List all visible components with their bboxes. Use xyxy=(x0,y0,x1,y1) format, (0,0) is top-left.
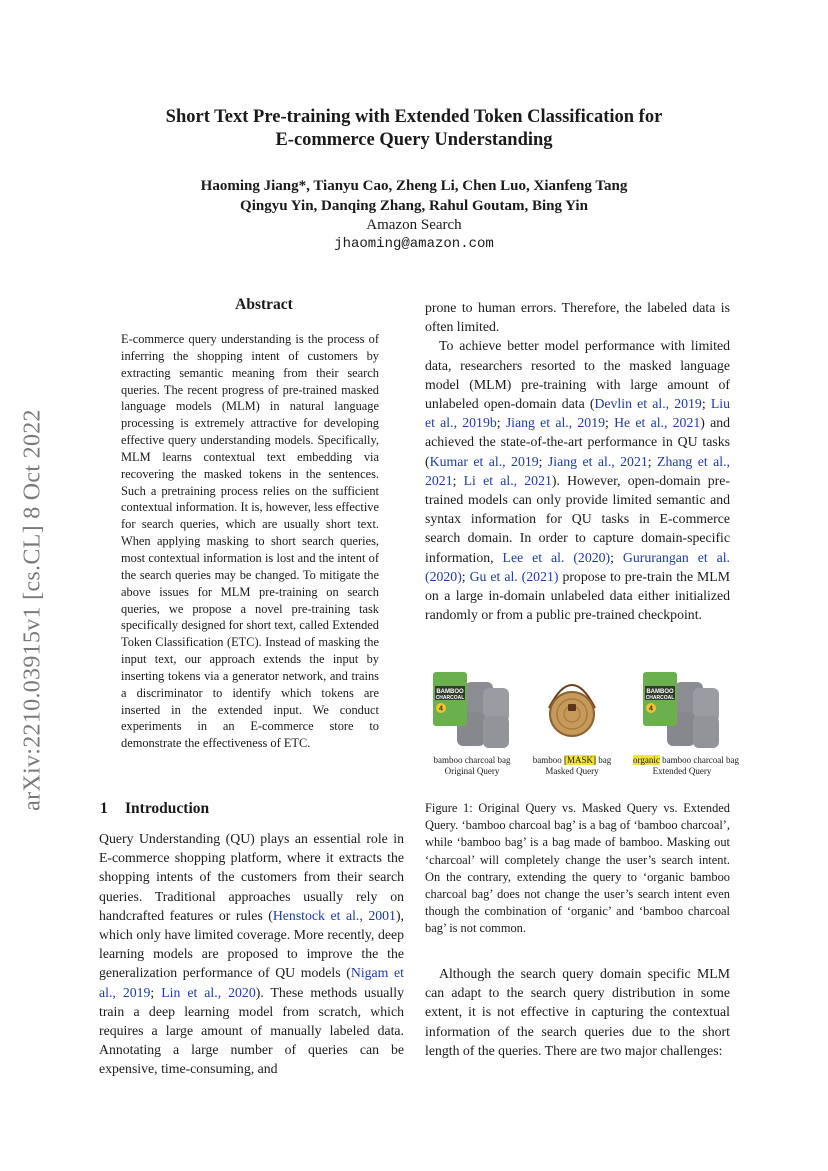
text-run: ; xyxy=(496,415,506,431)
citation-link[interactable]: Li et al., 2021 xyxy=(463,472,552,488)
bag-shape xyxy=(483,716,509,748)
text-run: ; xyxy=(150,984,162,1000)
query-text: bamboo charcoal bag xyxy=(433,755,511,765)
text-run: Query Understanding (QU) plays an essential role in E-commerce shopping platform, where it extracts the shopping intents of the customers from their search queries. Traditional approaches usually rely on handcrafted features or rules ( xyxy=(99,831,404,923)
query-text: bamboo charcoal bag xyxy=(659,755,740,765)
citation-link[interactable]: Gu et al. (2021) xyxy=(469,568,559,584)
query-text: bag xyxy=(596,755,612,765)
author-email: jhaoming@amazon.com xyxy=(334,236,494,252)
panel-label: Masked Query xyxy=(545,766,599,776)
text-run: ), which only have limited coverage. More recently, deep learning models are proposed to improve the the generalization performance of QU models ( xyxy=(99,907,404,981)
text-run: ) and achieved the state-of-the-art performance in QU tasks ( xyxy=(425,415,730,469)
bag-shape xyxy=(693,716,719,748)
package-text-2: CHARCOAL xyxy=(435,695,465,701)
citation-link[interactable]: Henstock et al., 2001 xyxy=(272,907,396,923)
citation-link[interactable]: Jiang et al., 2019 xyxy=(505,415,606,431)
figure-panel-extended xyxy=(633,668,740,777)
right-paragraph-challenges: Although the search query domain specific MLM can adapt to the search query distribution in some extent, it is not effective in capturing the contextual information of the search queries due to the short length of the queries. There are two major challenges: xyxy=(425,966,730,1058)
abstract-body: E-commerce query understanding is the process of inferring the shopping intent of customers by extracting semantic meaning from their search queries. The recent progress of pre-trained masked language models (MLM) in natural language processing is extremely attractive for developing effective query understanding models. Specifically, MLM learns contextual text embedding via recovering the masked tokens in the sentences. Such a pretraining process relies on the sufficient contextual information. It is, however, less effective for search queries, which are usually short text. When applying masking to short search queries, most contextual information is lost and the intent of the search queries may be changed. To mitigate the above issues for MLM pre-training on search queries, we propose a novel pre-training task specifically designed for short text, called Extended Token Classification (ETC). Instead of masking the input text, our approach extends the input by inserting tokens via a generator network, and trains a discriminator to identify which tokens are inserted in the extended input. We conduct experiments in an E-commerce store to demonstrate the effectiveness of ETC. xyxy=(121,332,379,751)
text-run: ). However, open-domain pre-trained models can only provide limited semantic and syntax information for QU tasks in E-commerce search domain. In order to capture domain-specific information, xyxy=(425,472,730,565)
citation-link[interactable]: Lin et al., 2020 xyxy=(161,984,256,1000)
charcoal-bag-image xyxy=(637,668,727,750)
citation-link[interactable]: Devlin et al., 2019 xyxy=(594,396,702,412)
title-line-2: E-commerce Query Understanding xyxy=(275,130,553,150)
citation-link[interactable]: Liu et al., 2019b xyxy=(425,396,730,431)
package-text-1: BAMBOO xyxy=(436,689,464,695)
text-run: ; xyxy=(647,453,658,469)
arxiv-stamp xyxy=(18,375,48,845)
text-run: ; xyxy=(461,568,470,584)
abstract-heading: Abstract xyxy=(235,296,293,313)
badge-text: 4 xyxy=(649,705,653,713)
affiliation: Amazon Search xyxy=(366,217,462,233)
panel-label: Extended Query xyxy=(652,766,712,776)
panel-label: Original Query xyxy=(444,766,500,776)
right-paragraph-continued: prone to human errors. Therefore, the labeled data is often limited. xyxy=(425,300,730,335)
bamboo-bag-illustration xyxy=(527,668,617,750)
right-column-bottom xyxy=(425,964,730,1060)
text-run: ; xyxy=(605,415,615,431)
citation-link[interactable]: Kumar et al., 2019 xyxy=(429,453,539,469)
paper-title xyxy=(100,106,728,152)
bag-clasp xyxy=(568,704,576,711)
text-run: ; xyxy=(610,549,623,565)
panel-query-text xyxy=(633,755,740,766)
figure-1 xyxy=(425,668,740,780)
text-run: ; xyxy=(538,453,548,469)
authors-line-2: Qingyu Yin, Danqing Zhang, Rahul Goutam, Bing Yin xyxy=(240,198,588,214)
charcoal-bag-illustration xyxy=(427,668,517,750)
section-number: 1 xyxy=(100,800,108,817)
charcoal-bag-illustration xyxy=(637,668,727,750)
charcoal-bag-image xyxy=(427,668,517,750)
right-column-top xyxy=(425,298,730,624)
text-run: ; xyxy=(452,472,464,488)
section-heading xyxy=(100,800,209,818)
bamboo-bag-image xyxy=(527,668,617,750)
right-paragraph-mlm xyxy=(425,336,730,624)
mask-token: [MASK] xyxy=(563,755,596,765)
panel-query-text xyxy=(427,755,517,766)
title-line-1: Short Text Pre-training with Extended Token Classification for xyxy=(165,107,663,127)
arxiv-stamp-text: arXiv:2210.03915v1 [cs.CL] 8 Oct 2022 xyxy=(19,409,46,811)
text-run: ; xyxy=(701,396,711,412)
citation-link[interactable]: Jiang et al., 2021 xyxy=(547,453,648,469)
intro-left-column xyxy=(99,829,404,1079)
citation-link[interactable]: Lee et al. (2020) xyxy=(502,549,611,565)
citation-link[interactable]: Gururangan et al. (2020) xyxy=(425,549,730,584)
authors-line-1: Haoming Jiang*, Tianyu Cao, Zheng Li, Chen Luo, Xianfeng Tang xyxy=(200,178,628,194)
figure-panel-masked xyxy=(527,668,617,777)
figure-panel-original xyxy=(427,668,517,777)
author-list xyxy=(100,176,728,216)
figure-caption: Figure 1: Original Query vs. Masked Query vs. Extended Query. ‘bamboo charcoal bag’ is a bag of ‘bamboo charcoal’, while ‘bamboo bag’ is a bag made of bamboo. Masking out ‘charcoal’ will completely change the user’s search intent. On the contrary, extending the query to ‘organic bamboo charcoal bag’ does not change the user’s search intent even though the combination of ‘organic’ and ‘bamboo charcoal bag’ is not common. xyxy=(425,801,730,936)
inserted-token: organic xyxy=(633,755,660,765)
panel-query-text xyxy=(527,755,617,766)
intro-paragraph xyxy=(99,829,404,1079)
query-text: bamboo xyxy=(532,755,564,765)
package-text-1: BAMBOO xyxy=(646,689,674,695)
package-text-2: CHARCOAL xyxy=(645,695,675,701)
text-run: propose to pre-train the MLM on a large in-domain unlabeled data either initialized randomly or from a public pre-trained checkpoint. xyxy=(425,568,730,623)
citation-link[interactable]: Nigam et al., 2019 xyxy=(99,965,404,1000)
section-title: Introduction xyxy=(125,800,210,817)
text-run: To achieve better model performance with limited data, researchers resorted to the masked language model (MLM) pre-training with large amount of unlabeled open-domain data ( xyxy=(425,338,730,412)
text-run: ). These methods usually train a deep learning model from scratch, which requires a large amount of manually labeled data. Annotating a large number of queries can be expensive, time-consuming, and xyxy=(99,984,404,1077)
citation-link[interactable]: He et al., 2021 xyxy=(614,415,701,431)
citation-link[interactable]: Zhang et al., 2021 xyxy=(425,453,730,488)
badge-text: 4 xyxy=(439,705,443,713)
